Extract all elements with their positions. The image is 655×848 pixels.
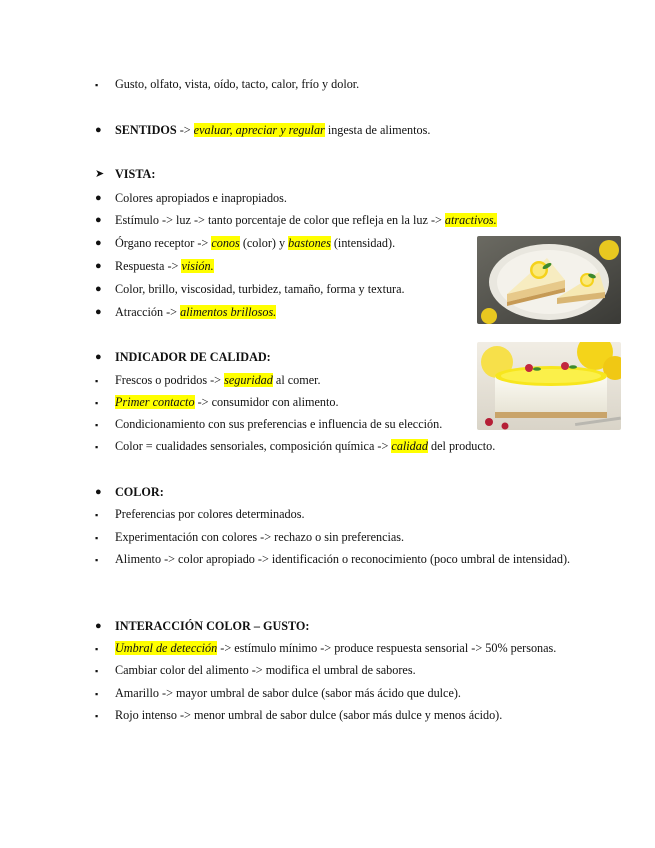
- square-bullet-icon: ▪: [95, 689, 99, 699]
- document-page: ▪ Gusto, olfato, vista, oído, tacto, calor, frío y dolor. ● SENTIDOS -> evaluar, apreciar y regular ingesta de alimentos. ➤ VISTA: ● Colores apropiados e inapropiados. ● Estímulo -> luz -> tanto porcentaje de color que refleja en la luz -> atractivos. ● Órgano receptor -> conos (color) y bastones (intensidad). ● Respuesta -> visión. ● Color, brillo, viscosidad, turbidez, tamaño, forma y textura. ● Atracción -> alimentos brillosos. ● INDICADOR DE CALIDAD: ▪ Frescos o podridos -> seguridad al comer. ▪ Primer contacto -> consumidor con alimento. ▪ Condicionamiento con sus preferencias e influencia de su elección. ▪ Color = cualidades sensoriales, composición química -> calidad del producto. ● COLOR: ▪ Preferencias por colores determinados. ▪ Experimentación con colores -> rechazo o sin preferencias. ▪ Alimento -> color apropiado -> identificación o reconocimiento (poco umbral de intensidad). ● INTERACCIÓN COLOR – GUSTO: ▪ Umbral de detección -> estímulo mínimo -> produce respuesta sensorial -> 50% personas. ▪ Cambiar color del alimento -> modifica el umbral de sabores. ▪ Amarillo -> mayor umbral de sabor dulce (sabor más ácido que dulce). ▪ Rojo intenso -> menor umbral de sabor dulce (sabor más dulce y menos ácido).: [0, 0, 655, 848]
- square-bullet-icon: ▪: [95, 711, 99, 721]
- square-bullet-icon: ▪: [95, 533, 99, 543]
- list-item: Alimento -> color apropiado -> identificación o reconocimiento (poco umbral de intensidad).: [115, 552, 571, 566]
- square-bullet-icon: ▪: [95, 376, 99, 386]
- dot-bullet-icon: ●: [95, 283, 102, 295]
- lemon-cheesecake-photo: [477, 236, 621, 324]
- dot-bullet-icon: ●: [95, 306, 102, 318]
- dot-bullet-icon: ●: [95, 192, 102, 204]
- square-bullet-icon: ▪: [95, 644, 99, 654]
- square-bullet-icon: ▪: [95, 510, 99, 520]
- dot-bullet-icon: ●: [95, 237, 102, 249]
- square-bullet-icon: ▪: [95, 80, 99, 90]
- arrow-bullet-icon: ➤: [95, 168, 105, 180]
- square-bullet-icon: ▪: [95, 398, 99, 408]
- square-bullet-icon: ▪: [95, 420, 99, 430]
- square-bullet-icon: ▪: [95, 666, 99, 676]
- square-bullet-icon: ▪: [95, 555, 99, 565]
- dot-bullet-icon: ●: [95, 214, 102, 226]
- square-bullet-icon: ▪: [95, 442, 99, 452]
- dot-bullet-icon: ●: [95, 620, 102, 632]
- dot-bullet-icon: ●: [95, 486, 102, 498]
- dot-bullet-icon: ●: [95, 124, 102, 136]
- lemon-mousse-cake-photo: [477, 342, 621, 430]
- dot-bullet-icon: ●: [95, 351, 102, 363]
- dot-bullet-icon: ●: [95, 260, 102, 272]
